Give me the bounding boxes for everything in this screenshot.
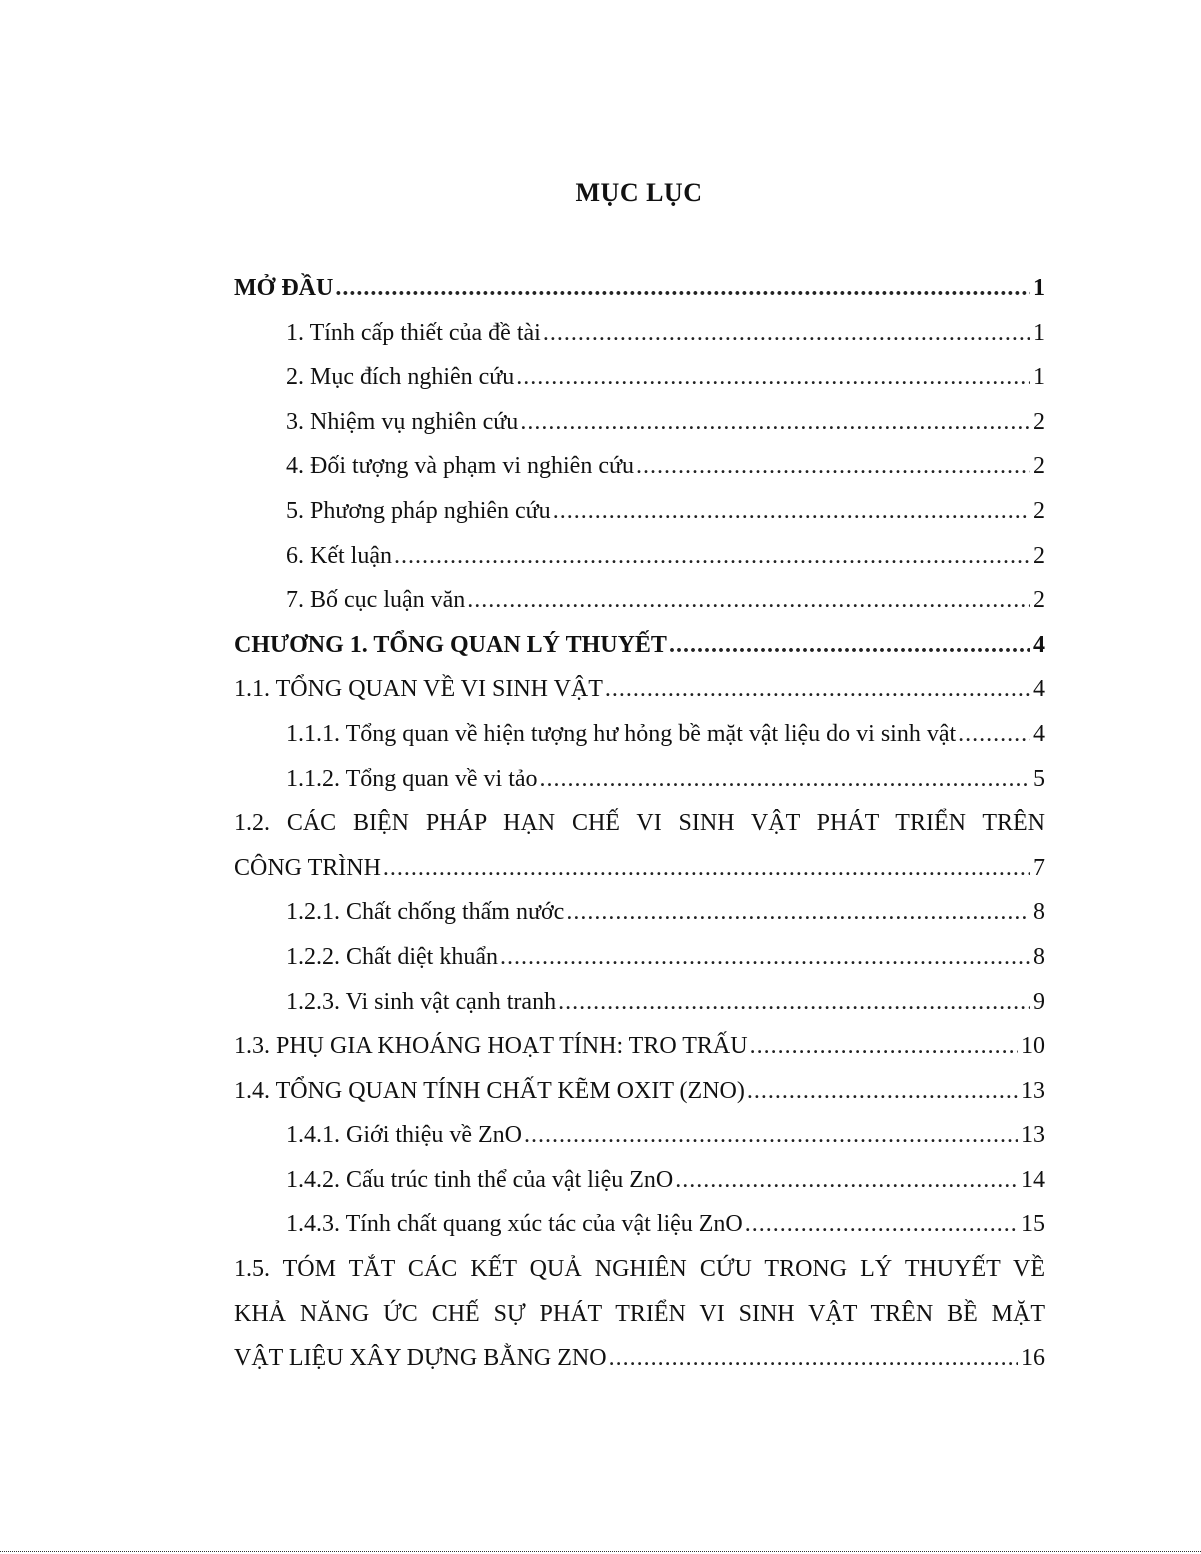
toc-entry-page: 1: [1033, 364, 1045, 391]
toc-entry-1-5-line2[interactable]: [234, 1292, 1045, 1337]
dot-leader: [383, 846, 1030, 891]
toc-entry-label: 1.1. TỔNG QUAN VỀ VI SINH VẬT: [234, 676, 603, 703]
toc-entry-3[interactable]: [234, 400, 1045, 445]
toc-entry-label: 1.1.1. Tổng quan về hiện tượng hư hỏng bề mặt vật liệu do vi sinh vật: [286, 720, 957, 747]
toc-entry-1-2[interactable]: [234, 846, 1045, 891]
toc-entry-page: 2: [1033, 408, 1045, 435]
toc-entry-label: 1.2.2. Chất diệt khuẩn: [286, 943, 498, 970]
dot-leader: [747, 1069, 1018, 1114]
toc-entry-page: 1: [1033, 275, 1045, 301]
toc-entry-1-2-line1[interactable]: [234, 801, 1045, 846]
toc-entry-page: 8: [1033, 943, 1045, 970]
toc-entry-label: 1.5. TÓM TẮT CÁC KẾT QUẢ NGHIÊN CỨU TRONG LÝ THUYẾT VỀ: [234, 1256, 1045, 1283]
toc-entry-page: 2: [1033, 587, 1045, 614]
toc-entry-label: 1.2. CÁC BIỆN PHÁP HẠN CHẾ VI SINH VẬT PHÁT TRIỂN TRÊN: [234, 810, 1045, 837]
toc-entry-page: 4: [1033, 676, 1045, 703]
toc-entry-label: 1.1.2. Tổng quan về vi tảo: [286, 765, 538, 792]
toc-entry-label: 7. Bố cục luận văn: [286, 587, 466, 614]
toc-entry-page: 5: [1033, 765, 1045, 792]
toc-entry-label: 1.2.1. Chất chống thấm nước: [286, 899, 565, 926]
toc-entry-label: 1.4. TỔNG QUAN TÍNH CHẤT KẼM OXIT (ZNO): [234, 1077, 745, 1104]
toc-entry-chuong-1[interactable]: [234, 623, 1045, 668]
table-of-contents: [234, 266, 1045, 1381]
toc-entry-label: 6. Kết luận: [286, 542, 392, 569]
dot-leader: [958, 712, 1030, 757]
toc-entry-page: 16: [1021, 1345, 1045, 1372]
toc-entry-page: 2: [1033, 453, 1045, 480]
toc-entry-page: 4: [1033, 720, 1045, 747]
dot-leader: [394, 534, 1030, 579]
toc-entry-page: 4: [1033, 631, 1045, 658]
toc-entry-label: VẬT LIỆU XÂY DỰNG BẰNG ZNO: [234, 1345, 607, 1372]
toc-entry-page: 10: [1021, 1033, 1045, 1060]
toc-entry-1-1-1[interactable]: [234, 712, 1045, 757]
toc-entry-label: 1.2.3. Vi sinh vật cạnh tranh: [286, 988, 557, 1015]
toc-entry-page: 14: [1021, 1166, 1045, 1193]
toc-entry-1-4[interactable]: [234, 1069, 1045, 1114]
dot-leader: [675, 1158, 1018, 1203]
toc-title: MỤC LỤC: [575, 178, 703, 207]
toc-entry-label: 1.4.2. Cấu trúc tinh thể của vật liệu ZnO: [286, 1166, 674, 1193]
toc-entry-label: KHẢ NĂNG ỨC CHẾ SỰ PHÁT TRIỂN VI SINH VẬT TRÊN BỀ MẶT: [234, 1300, 1045, 1327]
toc-entry-label: 1.4.1. Giới thiệu về ZnO: [286, 1122, 522, 1149]
dot-leader: [636, 444, 1030, 489]
dot-leader: [605, 667, 1030, 712]
dot-leader: [745, 1202, 1018, 1247]
dot-leader: [750, 1024, 1018, 1069]
dot-leader: [558, 980, 1030, 1025]
dot-leader: [335, 266, 1030, 311]
dot-leader: [609, 1336, 1018, 1381]
toc-entry-page: 2: [1033, 542, 1045, 569]
toc-entry-page: 1: [1033, 319, 1045, 346]
toc-entry-label: 1.3. PHỤ GIA KHOÁNG HOẠT TÍNH: TRO TRẤU: [234, 1033, 748, 1060]
dot-leader: [540, 757, 1030, 802]
toc-entry-label: 1. Tính cấp thiết của đề tài: [286, 319, 541, 346]
toc-entry-page: 7: [1033, 854, 1045, 881]
toc-entry-2[interactable]: [234, 355, 1045, 400]
toc-entry-6[interactable]: [234, 534, 1045, 579]
toc-entry-mo-dau[interactable]: [234, 266, 1045, 311]
dot-leader: [669, 623, 1030, 668]
toc-entry-label: 4. Đối tượng và phạm vi nghiên cứu: [286, 453, 634, 480]
toc-entry-1-1[interactable]: [234, 667, 1045, 712]
toc-entry-1[interactable]: [234, 311, 1045, 356]
toc-entry-label: 1.4.3. Tính chất quang xúc tác của vật liệu ZnO: [286, 1211, 743, 1238]
dot-leader: [467, 578, 1030, 623]
toc-entry-1-5-line1[interactable]: [234, 1247, 1045, 1292]
dot-leader: [500, 935, 1030, 980]
toc-entry-label: CÔNG TRÌNH: [234, 854, 381, 881]
toc-entry-1-4-1[interactable]: [234, 1113, 1045, 1158]
toc-entry-page: 15: [1021, 1211, 1045, 1238]
toc-entry-1-5[interactable]: [234, 1336, 1045, 1381]
toc-entry-page: 13: [1021, 1122, 1045, 1149]
toc-entry-label: 3. Nhiệm vụ nghiên cứu: [286, 408, 519, 435]
dot-leader: [516, 355, 1030, 400]
dot-leader: [520, 400, 1030, 445]
dot-leader: [543, 311, 1030, 356]
toc-entry-5[interactable]: [234, 489, 1045, 534]
toc-entry-label: CHƯƠNG 1. TỔNG QUAN LÝ THUYẾT: [234, 631, 667, 658]
toc-entry-label: MỞ ĐẦU: [234, 275, 334, 301]
toc-entry-label: 5. Phương pháp nghiên cứu: [286, 497, 551, 524]
toc-entry-1-2-1[interactable]: [234, 890, 1045, 935]
toc-entry-page: 2: [1033, 497, 1045, 524]
toc-entry-page: 9: [1033, 988, 1045, 1015]
toc-entry-7[interactable]: [234, 578, 1045, 623]
toc-entry-1-4-2[interactable]: [234, 1158, 1045, 1203]
toc-entry-label: 2. Mục đích nghiên cứu: [286, 364, 515, 391]
toc-entry-1-1-2[interactable]: [234, 757, 1045, 802]
toc-entry-1-3[interactable]: [234, 1024, 1045, 1069]
toc-entry-page: 8: [1033, 899, 1045, 926]
toc-entry-1-4-3[interactable]: [234, 1202, 1045, 1247]
toc-entry-page: 13: [1021, 1077, 1045, 1104]
dot-leader: [553, 489, 1030, 534]
toc-entry-1-2-2[interactable]: [234, 935, 1045, 980]
dot-leader: [524, 1113, 1018, 1158]
toc-entry-1-2-3[interactable]: [234, 980, 1045, 1025]
toc-entry-4[interactable]: [234, 444, 1045, 489]
dot-leader: [566, 890, 1030, 935]
